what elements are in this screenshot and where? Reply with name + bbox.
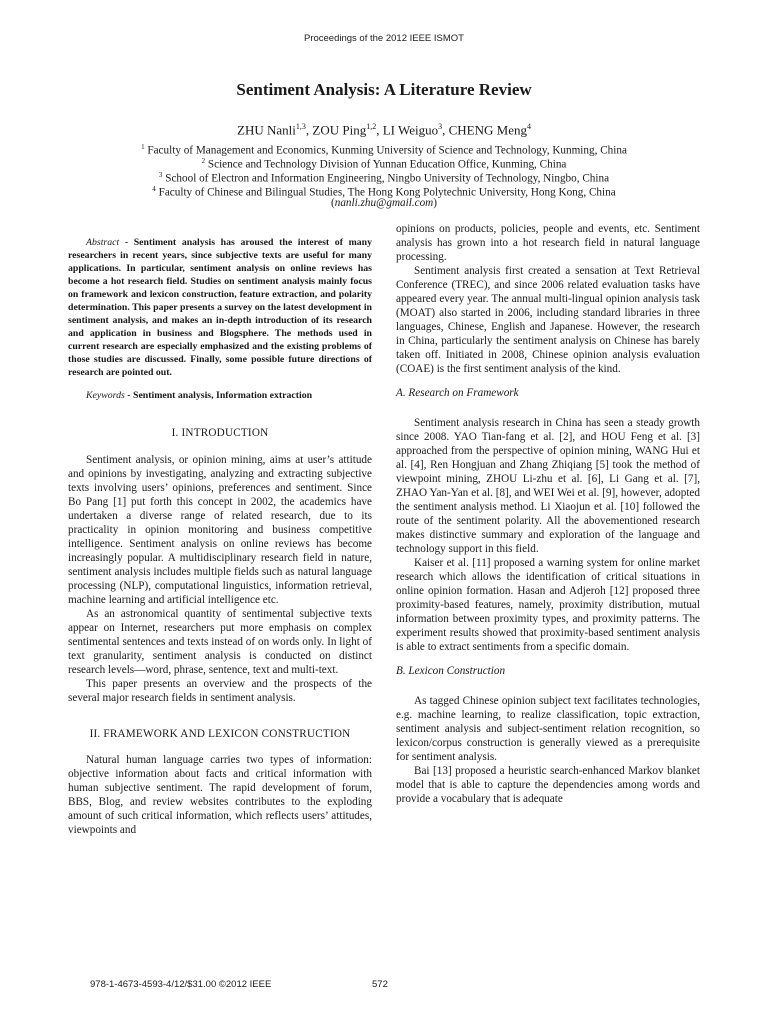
author-sup: 4 <box>526 122 531 131</box>
subsection-heading: A. Research on Framework <box>396 387 519 399</box>
author-name: LI Weiguo <box>382 122 439 138</box>
author-name: ZOU Ping <box>312 122 367 138</box>
author-line: ZHU Nanli$^{1,3}$, ZOU Ping$^{1,2}$, LI Weiguo$^3$, CHENG Meng$^4$ <box>237 122 531 138</box>
page-number: 572 <box>372 979 388 990</box>
author-name: ZHU Nanli <box>237 122 296 138</box>
running-header: Proceedings of the 2012 IEEE ISMOT <box>303 33 464 44</box>
copyright-footer: 978-1-4673-4593-4/12/$31.00 ©2012 IEEE <box>90 979 272 990</box>
affiliation: $^3$ School of Electron and Information Engineering, Ningbo University of Technology, Ningbo, China <box>158 171 610 185</box>
subsection-heading: B. Lexicon Construction <box>396 665 506 677</box>
paragraph: As an astronomical quantity of sentimental subjective texts appear on Internet, researchers put more emphasis on complex sentimental sentences and texts instead of on words only. In light of text granularity, sentiment analysis is conducted on distinct research levels—word, phrase, sentence, text and multi-text. <box>68 608 372 676</box>
author-sup: 3 <box>438 122 443 131</box>
affiliation: $^4$ Faculty of Chinese and Bilingual Studies, The Hong Kong Polytechnic University, Hong Kong, China <box>152 185 616 199</box>
paragraph: Kaiser et al. [11] proposed a warning system for online market research which allows the identification of critical situations in online opinion formation. Hasan and Adjeroh [12] proposed three proximity-based features, namely, proximity distribution, mutual information between proximity types, and proximity patterns. The experiment results showed that proximity-based sentiment analysis is able to extract sentiments from a specific domain. <box>396 557 700 653</box>
paragraph: As tagged Chinese opinion subject text facilitates technologies, e.g. machine learning, to realize classification, topic extraction, sentiment analysis and subject-sentiment relation recognition, so lexicon/corpus construction is generally viewed as a prerequisite for sentiment analysis. <box>396 695 700 763</box>
affiliation: $^1$ Faculty of Management and Economics, Kunming University of Science and Technology, Kunming, China <box>141 143 627 157</box>
author-sup: 1,3 <box>295 122 306 131</box>
paragraph: Bai [13] proposed a heuristic search-enhanced Markov blanket model that is able to capture the dependencies among words and provide a vocabulary that is adequate <box>396 765 700 805</box>
paragraph: Sentiment analysis research in China has seen a steady growth since 2008. YAO Tian-fang et al. [2], and HOU Feng et al. [3] approached from the perspective of opinion mining, WANG Hui et al. [4], Ren Hongjuan and Zhang Zhiqiang [5] took the method of viewpoint mining, ZHOU Li-zhu et al. [6], Li Gang et al. [7], ZHAO Yan-Yan et al. [8], and WEI Wei et al. [9], however, adopted the sentiment analysis method. Li Xiaojun et al. [10] followed the route of the sentiment polarity. All the abovementioned research makes distinctive summary and exploration of the language and technology support in this field. <box>396 417 700 555</box>
left-column <box>68 236 372 837</box>
author-sup: 1,2 <box>366 122 377 131</box>
paragraph: opinions on products, policies, people and events, etc. Sentiment analysis has grown into a hot research field in natural language processing. <box>396 223 700 263</box>
paragraph: Sentiment analysis first created a sensation at Text Retrieval Conference (TREC), and since 2006 related evaluation tasks have appeared every year. The annual multi-lingual opinion analysis task (MOAT) also started in 2006, including standard libraries in three languages, Chinese, English and Japanese. However, the research in China, particularly the sentiment analysis on Chinese has barely taken off. Initiated in 2008, Chinese opinion analysis evaluation (COAE) is the first sentiment analysis of the kind. <box>396 265 700 375</box>
paper-title: Sentiment Analysis: A Literature Review <box>236 80 532 99</box>
keywords: Keywords - Sentiment analysis, Information extraction <box>86 390 313 401</box>
author-name: CHENG Meng <box>448 122 527 138</box>
section-heading: I. INTRODUCTION <box>171 427 269 439</box>
abstract: Abstract - Sentiment analysis has aroused the interest of many researchers in recent years, since subjective texts are useful for many applications. In particular, sentiment analysis on online reviews has become a hot research field. Studies on sentiment analysis mainly focus on framework and lexicon construction, feature extraction, and polarity determination. This paper presents a survey on the latest development in sentiment analysis, and makes an in-depth introduction of its research and application in business and Blogsphere. The methods used in current research are especially emphasized and the existing problems of those studies are discussed. Finally, some possible future directions of research are pointed out. <box>68 237 372 378</box>
contact-email: (nanli.zhu@gmail.com) <box>330 197 437 209</box>
paragraph: Sentiment analysis, or opinion mining, aims at user’s attitude and opinions by investigating, analyzing and extracting subjective texts involving users’ opinions, preferences and sentiment. Since Bo Pang [1] put forth this concept in 2002, the academics have undertaken a diverse range of related research, due to its practicality in opinion monitoring and business competitive intelligence. Sentiment analysis on online reviews has become increasingly popular. A multidisciplinary research field in nature, sentiment analysis includes multiple fields such as natural language processing (NLP), computational linguistics, information retrieval, machine learning and artificial intelligence etc. <box>68 454 372 606</box>
section-heading: II. FRAMEWORK AND LEXICON CONSTRUCTION <box>89 728 351 740</box>
right-column <box>396 222 700 806</box>
affiliation: $^2$ Science and Technology Division of Yunnan Education Office, Kunming, China <box>201 157 567 171</box>
paragraph: Natural human language carries two types of information: objective information about facts and critical information with human subjective sentiment. The rapid development of forum, BBS, Blog, and review websites contributes to the exploding amount of such critical information, which reflects users’ attitudes, viewpoints and <box>68 754 372 836</box>
paragraph: This paper presents an overview and the prospects of the several major research fields in sentiment analysis. <box>68 678 372 704</box>
